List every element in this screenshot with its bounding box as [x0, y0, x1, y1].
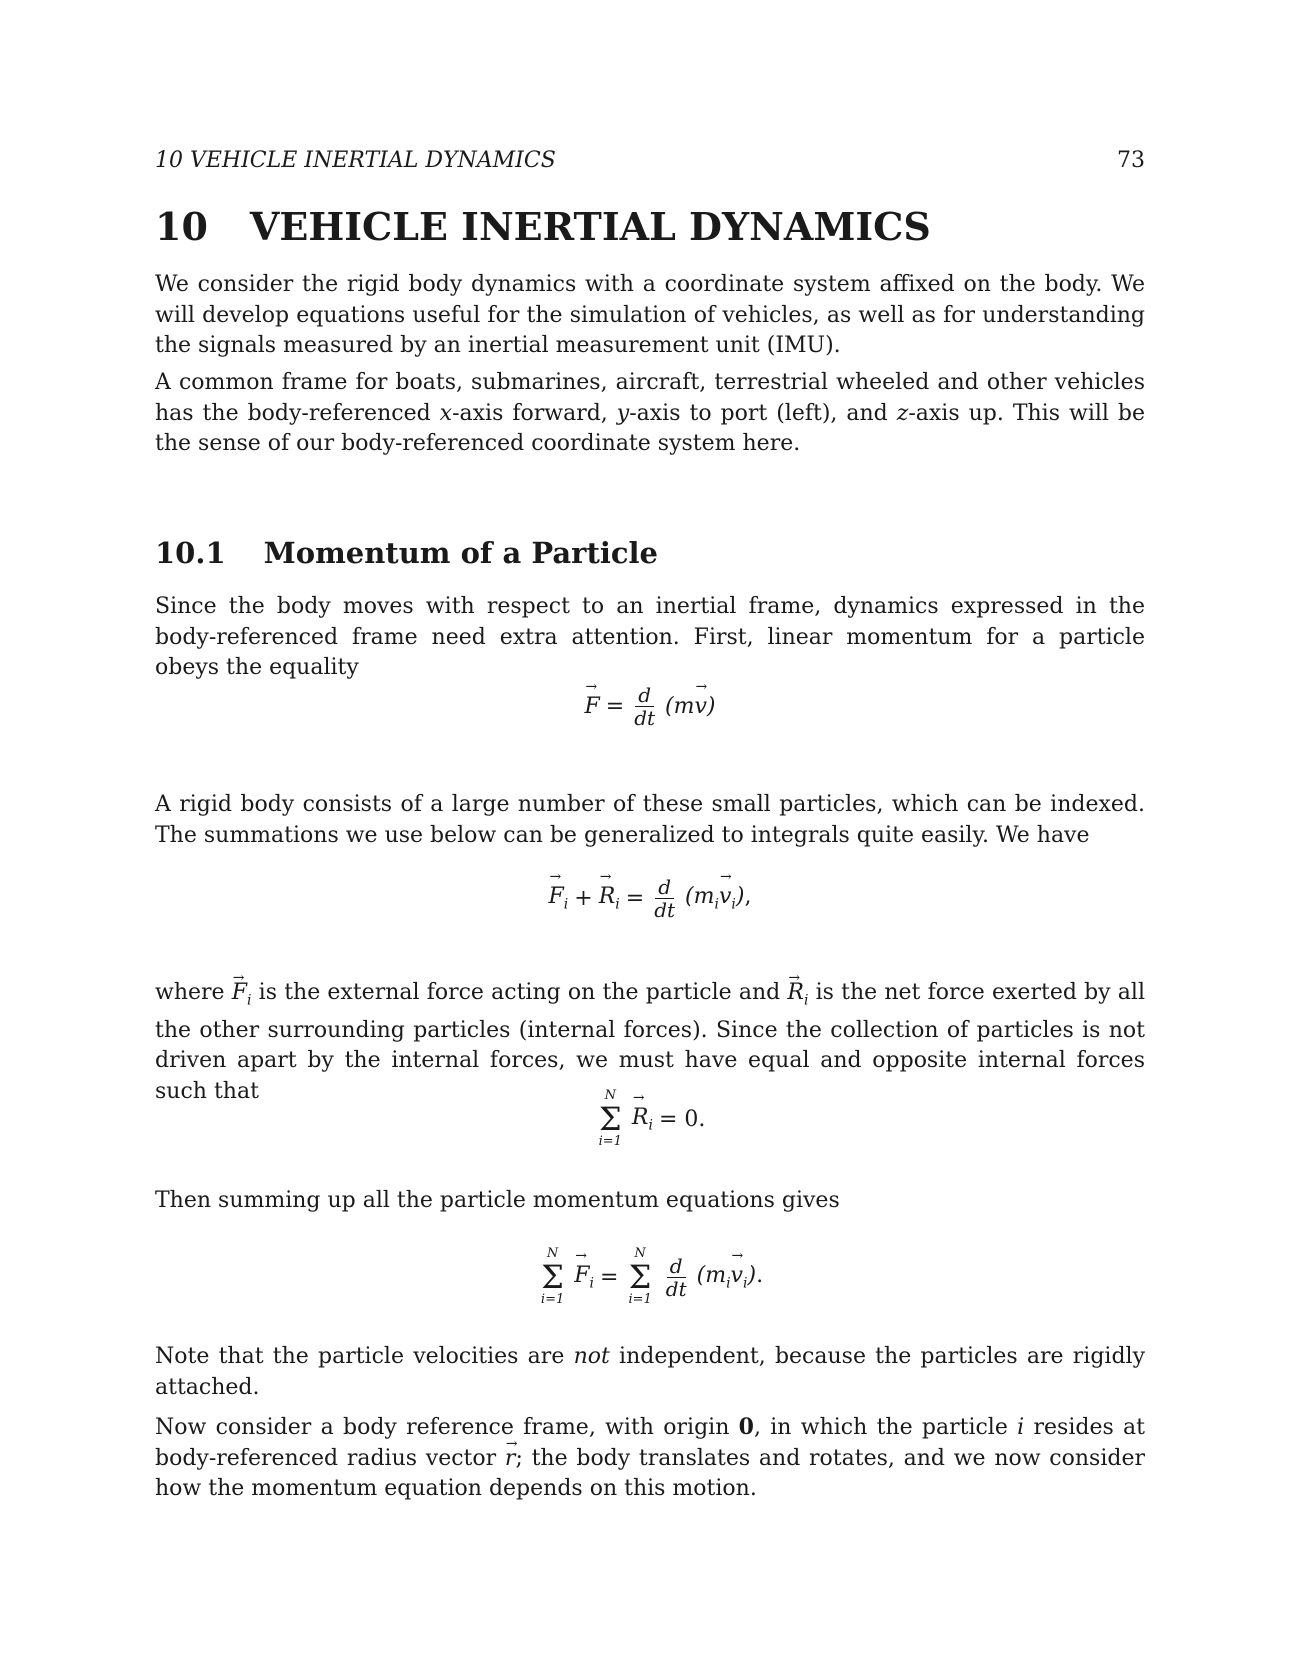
paragraph-momentum-intro: Since the body moves with respect to an inertial frame, dynamics expressed in the body-referenced frame need extra attention. First, linear momentum for a particle obeys the equality: [155, 594, 1145, 680]
chapter-heading: [155, 204, 1145, 249]
chapter-number: 10: [155, 204, 208, 249]
running-title: 10 VEHICLE INERTIAL DYNAMICS: [155, 148, 556, 173]
paragraph-rigid-body: A rigid body consists of a large number of these small particles, which can be indexed. The summations we use below can be generalized to integrals quite easily. We have: [155, 792, 1145, 848]
intro-paragraph-1: We consider the rigid body dynamics with a coordinate system affixed on the body. We will develop equations useful for the simulation of vehicles, as well as for understanding the signals measured by an inertial measurement unit (IMU).: [155, 272, 1145, 358]
section-number: 10.1: [155, 536, 226, 570]
paragraph-external-internal-forces: where → $F_i$ is the external force acting on the particle and → $R_i$ is the net force exerted by all the other surrounding particles (internal forces). Since the collection of particles is not driven apart by the internal forces, we must have equal and opposite internal forces such that: [155, 978, 1145, 1107]
equation-linear-momentum: → F = $\frac{d}{dt}$ (m→ v): [155, 684, 1145, 729]
equation-particle-forces: → $F_i$ + → $R_i$ = $\frac{d}{dt}$ $(m_i\to v_i)$,: [155, 876, 1145, 921]
equation-total-momentum: N Σ i=1 → $F_i$ = N Σ i=1 $\frac{d}{dt}$ $(m_i\to v_i)$.: [155, 1238, 1145, 1308]
running-head: [155, 148, 1145, 173]
page-number: 73: [1117, 148, 1145, 173]
paragraph-summing: Then summing up all the particle momentum equations gives: [155, 1188, 840, 1213]
paragraph-body-frame: Now consider a body reference frame, with origin 0, in which the particle i resides at body-referenced radius vector → r; the body translates and rotates, and we now consider how the momentum equation depends on this motion.: [155, 1412, 1145, 1505]
equation-internal-sum: N Σ i=1 → $R_i$ = 0.: [155, 1080, 1145, 1150]
section-title: Momentum of a Particle: [263, 536, 659, 570]
chapter-title: VEHICLE INERTIAL DYNAMICS: [249, 204, 931, 249]
paragraph-velocities-note: Note that the particle velocities are not independent, because the particles are rigidly attached.: [155, 1344, 1145, 1400]
section-heading: [155, 536, 658, 570]
intro-paragraph-2: A common frame for boats, submarines, aircraft, terrestrial wheeled and other vehicles has the body-referenced x-axis forward, y-axis to port (left), and z-axis up. This will be the sense of our body-referenced coordinate system here.: [155, 370, 1146, 456]
